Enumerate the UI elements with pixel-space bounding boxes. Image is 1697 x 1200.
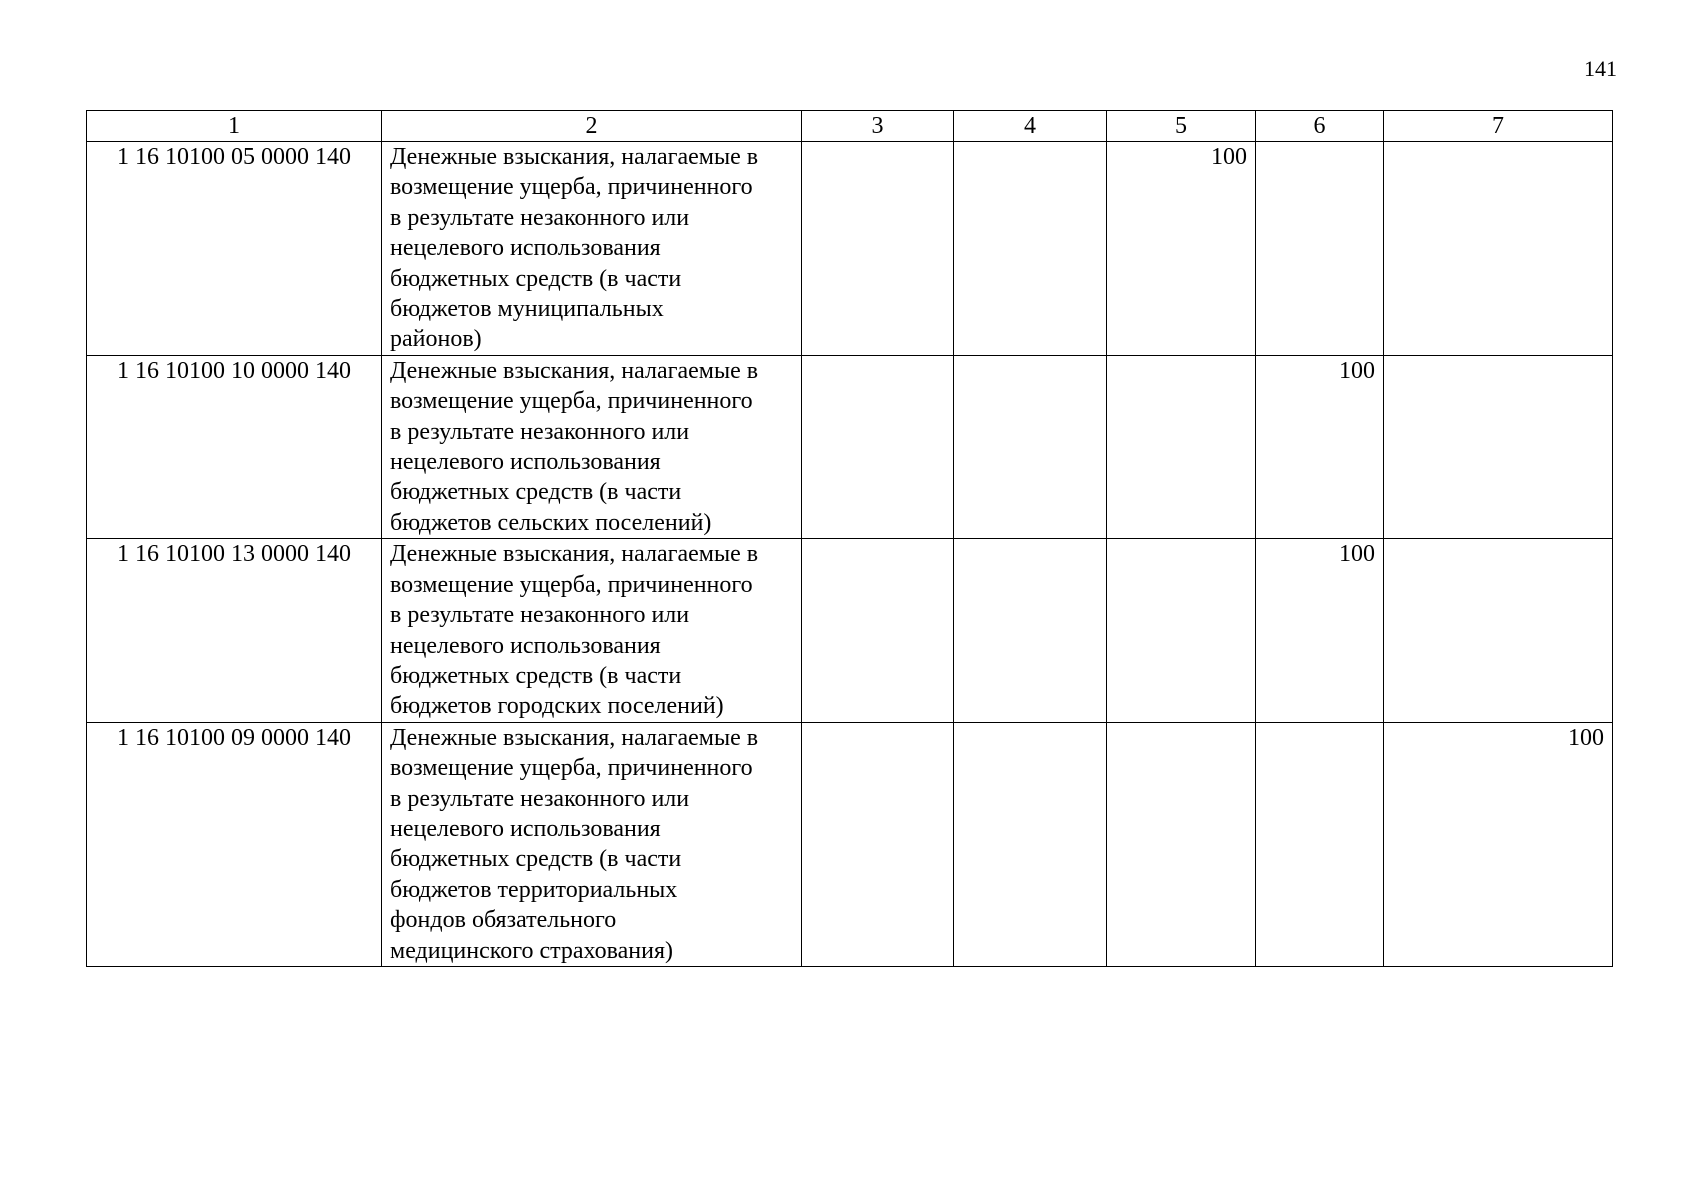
table-row <box>87 355 1613 538</box>
description-line: возмещение ущерба, причиненного <box>390 388 753 415</box>
value-cell-col5 <box>1107 355 1256 538</box>
description-line: бюджетных средств (в части <box>390 479 682 506</box>
description-line: возмещение ущерба, причиненного <box>390 174 753 201</box>
description-line: в результате незаконного или <box>390 785 690 812</box>
description-line: нецелевого использования <box>390 815 661 842</box>
table-header <box>87 111 1613 142</box>
description-cell <box>382 142 802 356</box>
column-header-4: 4 <box>954 111 1107 142</box>
value-cell-col3 <box>802 142 954 356</box>
budget-table <box>86 110 1613 967</box>
table-row <box>87 142 1613 356</box>
header-row <box>87 111 1613 142</box>
code-cell: 1 16 10100 10 0000 140 <box>87 355 382 538</box>
description-line: в результате незаконного или <box>390 204 690 231</box>
value-cell-col7 <box>1384 142 1613 356</box>
description-cell <box>382 355 802 538</box>
description-line: Денежные взыскания, налагаемые в <box>390 357 759 384</box>
code-cell: 1 16 10100 13 0000 140 <box>87 539 382 722</box>
column-header-3: 3 <box>802 111 954 142</box>
description-line: бюджетов сельских поселений) <box>390 509 712 536</box>
table-row <box>87 722 1613 966</box>
value-cell-col3 <box>802 722 954 966</box>
column-header-5: 5 <box>1107 111 1256 142</box>
value-cell-col7 <box>1384 355 1613 538</box>
value-cell-col4 <box>954 355 1107 538</box>
description-line: возмещение ущерба, причиненного <box>390 571 753 598</box>
description-line: районов) <box>390 326 482 353</box>
description-line: бюджетов городских поселений) <box>390 693 724 720</box>
value-cell-col4 <box>954 539 1107 722</box>
description-line: Денежные взыскания, налагаемые в <box>390 144 759 170</box>
page-number: 141 <box>1584 56 1617 81</box>
column-header-6: 6 <box>1256 111 1384 142</box>
table-row <box>87 539 1613 722</box>
description-line: нецелевого использования <box>390 632 661 659</box>
value-cell-col3 <box>802 355 954 538</box>
value-cell-col7 <box>1384 539 1613 722</box>
description-cell <box>382 722 802 966</box>
value-cell-col5 <box>1107 722 1256 966</box>
description-cell <box>382 539 802 722</box>
value-cell-col6: 100 <box>1256 539 1384 722</box>
value-cell-col7: 100 <box>1384 722 1613 966</box>
value-cell-col5 <box>1107 539 1256 722</box>
table-body <box>87 142 1613 967</box>
description-line: бюджетов муниципальных <box>390 296 664 323</box>
description-line: нецелевого использования <box>390 449 661 476</box>
value-cell-col5: 100 <box>1107 142 1256 356</box>
description-line: в результате незаконного или <box>390 602 690 629</box>
description-line: Денежные взыскания, налагаемые в <box>390 541 759 568</box>
code-cell: 1 16 10100 05 0000 140 <box>87 142 382 356</box>
description-line: нецелевого использования <box>390 235 661 262</box>
code-cell: 1 16 10100 09 0000 140 <box>87 722 382 966</box>
value-cell-col6 <box>1256 142 1384 356</box>
description-line: бюджетных средств (в части <box>390 265 682 292</box>
description-line: Денежные взыскания, налагаемые в <box>390 724 759 751</box>
value-cell-col6 <box>1256 722 1384 966</box>
column-header-2: 2 <box>382 111 802 142</box>
description-line: бюджетов территориальных <box>390 876 678 903</box>
description-line: бюджетных средств (в части <box>390 662 682 689</box>
description-line: фондов обязательного <box>390 907 617 934</box>
value-cell-col6: 100 <box>1256 355 1384 538</box>
description-line: медицинского страхования) <box>390 937 674 964</box>
value-cell-col3 <box>802 539 954 722</box>
column-header-7: 7 <box>1384 111 1613 142</box>
description-line: возмещение ущерба, причиненного <box>390 755 753 782</box>
value-cell-col4 <box>954 722 1107 966</box>
value-cell-col4 <box>954 142 1107 356</box>
description-line: в результате незаконного или <box>390 418 690 445</box>
description-line: бюджетных средств (в части <box>390 846 682 873</box>
column-header-1: 1 <box>87 111 382 142</box>
